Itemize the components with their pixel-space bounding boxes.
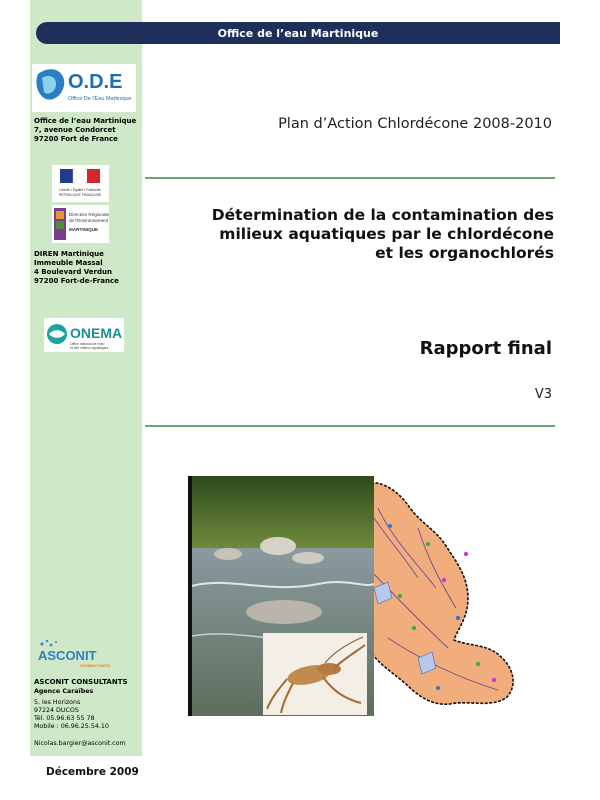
diren-logo-graphic [52, 205, 109, 243]
header-banner [36, 22, 560, 44]
plan-subtitle: Plan d’Action Chlordécone 2008-2010 [278, 116, 552, 132]
republique-logo-line1: Liberté • Égalité • Fraternité [59, 188, 101, 192]
diren-address-line: 4 Boulevard Verdun [34, 268, 112, 276]
version-label: V3 [534, 387, 552, 402]
onema-logo-text: ONEMA [70, 325, 123, 341]
republique-logo [52, 165, 109, 202]
ode-logo-sub: Office De l'Eau Martinique [68, 96, 132, 102]
asconit-company-block [34, 678, 128, 696]
asconit-logo-sub: CONSULTANTS [80, 663, 110, 668]
ode-address-line: 97200 Fort de France [34, 135, 118, 143]
asconit-tel: Tél. 05.96.63 55 78 [34, 715, 95, 722]
asconit-logo-text: ASCONIT [38, 648, 97, 663]
report-label: Rapport final [419, 338, 552, 359]
onema-logo-sub2: et des milieux aquatiques [70, 346, 109, 350]
publication-date: Décembre 2009 [46, 766, 139, 778]
diren-logo-line2: de l'Environnement [69, 218, 109, 223]
republique-logo-line2: RÉPUBLIQUE FRANÇAISE [58, 193, 102, 197]
banner-title: Office de l’eau Martinique [217, 26, 379, 40]
diren-logo-line3: MARTINIQUE [69, 227, 99, 232]
shrimp-photo-graphic [263, 633, 367, 715]
asconit-agency: Agence Caraïbes [34, 688, 94, 695]
title-line: Détermination de la contamination des [211, 206, 554, 224]
shrimp-photo [263, 633, 367, 715]
onema-logo [44, 318, 124, 352]
ode-address [34, 117, 136, 144]
republique-logo-graphic [52, 165, 109, 202]
asconit-logo [36, 638, 126, 670]
ode-logo-text: O.D.E [68, 71, 123, 93]
divider-top [145, 177, 555, 179]
asconit-company: ASCONIT CONSULTANTS [34, 678, 128, 686]
diren-logo-line1: Direction Régionale [69, 212, 109, 217]
asconit-address-block [34, 699, 109, 731]
ode-address-line: 7, avenue Condorcet [34, 126, 116, 134]
ode-address-line: Office de l’eau Martinique [34, 117, 137, 125]
divider-bottom [145, 425, 555, 427]
onema-logo-sub1: Office national de l'eau [70, 342, 105, 346]
title-line: et les organochlorés [375, 244, 554, 262]
asconit-mobile: Mobile : 06.96.25.54.10 [34, 723, 109, 730]
document-title [180, 206, 554, 263]
diren-address [34, 250, 119, 286]
asconit-email: Nicolas.bargier@asconit.com [34, 740, 126, 747]
asconit-address-line: 5, les Horizons [34, 699, 81, 706]
diren-address-line: 97200 Fort-de-France [34, 277, 119, 285]
diren-logo [52, 205, 109, 243]
ode-logo-graphic [32, 64, 136, 112]
diren-address-line: DIREN Martinique [34, 250, 104, 258]
asconit-address-line: 97224 DUCOS [34, 707, 79, 714]
title-line: milieux aquatiques par le chlordécone [219, 225, 554, 243]
ode-logo [32, 64, 136, 112]
asconit-logo-graphic [36, 638, 126, 670]
onema-logo-graphic [44, 318, 124, 352]
diren-address-line: Immeuble Massal [34, 259, 103, 267]
